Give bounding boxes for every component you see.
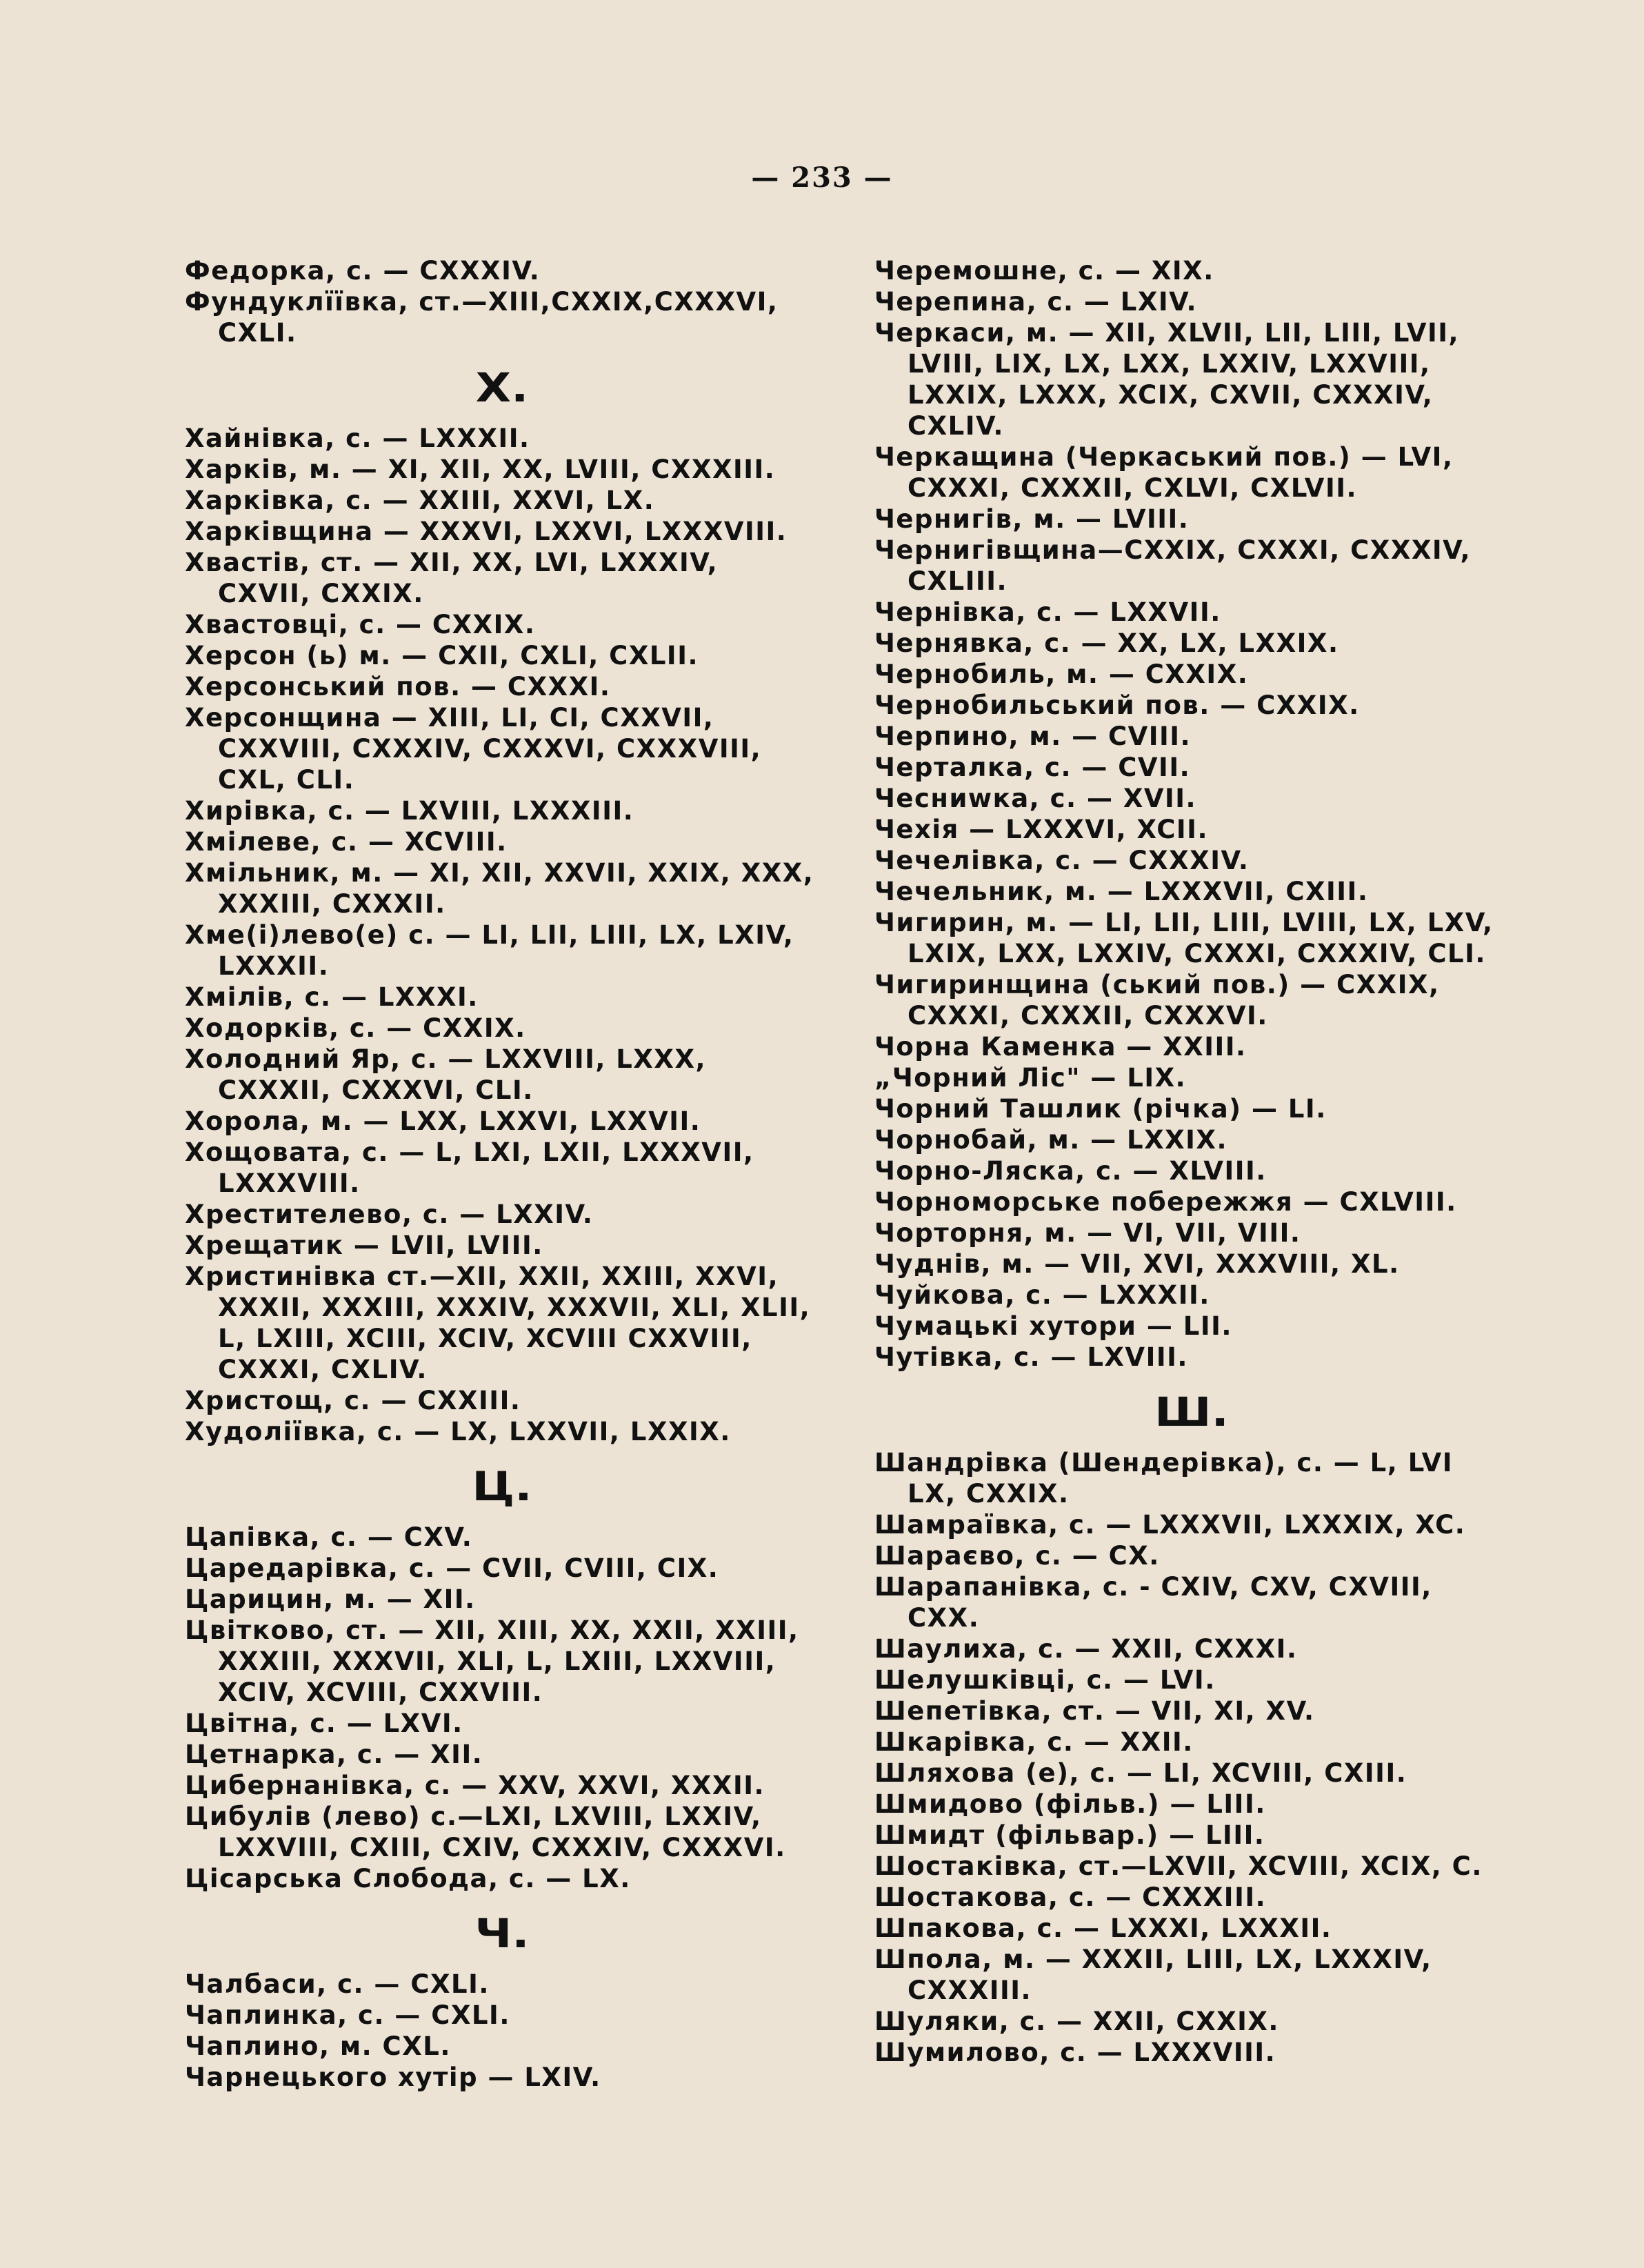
index-entry: Чалбаси, с. — CXLI.	[185, 1969, 490, 1999]
index-entry: Чаплино, м. CXL.	[185, 2031, 451, 2061]
section-ch-left	[185, 1969, 819, 2093]
index-entry: Хме(і)лево(е) с. — LI, LII, LIII, LX, LXIV, LXXXII.	[185, 920, 794, 981]
index-entry: Чорно-Ляска, с. — XLVIII.	[874, 1156, 1267, 1186]
index-entry: Чернявка, с. — XX, LX, LXXIX.	[874, 628, 1339, 658]
index-entry: Хмілів, с. — LXXXI.	[185, 982, 479, 1012]
index-entry: Шепетівка, ст. — VII, XI, XV.	[874, 1696, 1315, 1726]
index-entry: Чигирин, м. — LI, LII, LIII, LVIII, LX, LXV, LXIX, LXX, LXXIV, CXXXI, CXXXIV, CLI.	[874, 908, 1494, 968]
index-entry: Фундуклїївка, ст.—XIII,CXXIX,CXXXVI, CXLI.	[185, 287, 779, 348]
index-entry: Христощ, с. — CXXIII.	[185, 1386, 521, 1415]
index-entry: Холодний Яр, с. — LXXVIII, LXXX, CXXXII, CXXXVI, CLI.	[185, 1044, 707, 1105]
index-entry: Худоліївка, с. — LX, LXXVII, LXXIX.	[185, 1417, 731, 1446]
index-entry: Чарнецького хутір — LXIV.	[185, 2062, 601, 2092]
index-entry: Хмільник, м. — XI, XII, XXVII, XXIX, XXX, XXXIII, CXXXII.	[185, 858, 814, 919]
index-entry: Шляхова (е), с. — LI, XCVIII, CXIII.	[874, 1758, 1407, 1788]
index-entry: Шараєво, с. — CX.	[874, 1541, 1160, 1571]
index-entry: Хорола, м. — LXX, LXXVI, LXXVII.	[185, 1106, 701, 1136]
index-entry: Цісарська Слобода, с. — LX.	[185, 1864, 631, 1893]
index-entry: Шмидт (фільвар.) — LIII.	[874, 1820, 1265, 1850]
index-entry: Чорнобай, м. — LXXIX.	[874, 1125, 1227, 1155]
index-entry: Шумилово, с. — LXXXVIII.	[874, 2038, 1276, 2067]
index-entry: Шамраївка, с. — LXXXVII, LXXXIX, XC.	[874, 1510, 1466, 1540]
index-entry: Хвастів, ст. — XII, XX, LVI, LXXXIV, CXVII, CXXIX.	[185, 548, 719, 608]
index-entry: Чаплинка, с. — CXLI.	[185, 2000, 510, 2030]
section-sh	[874, 1447, 1509, 2068]
section-heading-ch: Ч.	[474, 1910, 530, 1957]
section-heading-kh: Х.	[475, 364, 529, 411]
index-entry: Чуйкова, с. — LXXXII.	[874, 1280, 1210, 1310]
index-entry: Шарапанівка, с. - CXIV, CXV, CXVIII, CXX.	[874, 1572, 1432, 1633]
index-entry: Чуднів, м. — VII, XVI, XXXVIII, XL.	[874, 1249, 1400, 1279]
index-entry: Чорна Каменка — XXIII.	[874, 1032, 1247, 1062]
section-ts	[185, 1522, 819, 1894]
index-entry: Черемошне, с. — XIX.	[874, 256, 1214, 286]
index-entry: Шпола, м. — XXXII, LIII, LX, LXXXIV, CXXXIII.	[874, 1944, 1432, 2005]
index-entry: Харків, м. — XI, XII, XX, LVIII, CXXXIII.	[185, 455, 776, 484]
section-kh	[185, 423, 819, 1447]
index-entry: Хвастовці, с. — CXXIX.	[185, 610, 536, 639]
index-entry: Хрестителево, с. — LXXIV.	[185, 1200, 594, 1229]
section-f	[185, 255, 819, 348]
index-entry: Черепина, с. — LXIV.	[874, 287, 1198, 317]
index-entry: Хощовата, с. — L, LXI, LXII, LXXXVII, LXXXVIII.	[185, 1137, 754, 1198]
index-entry: Шелушківці, с. — LVI.	[874, 1665, 1216, 1695]
index-entry: Шостаківка, ст.—LXVII, XCVIII, XCIX, C.	[874, 1851, 1483, 1881]
index-entry: Чернобильський пов. — CXXIX.	[874, 690, 1360, 720]
index-entry: Чернигів, м. — LVIII.	[874, 504, 1190, 534]
left-column	[185, 255, 819, 2093]
index-entry: Ходорків, с. — CXXIX.	[185, 1013, 526, 1043]
index-entry: Хайнівка, с. — LXXXII.	[185, 424, 530, 453]
index-entry: Хирівка, с. — LXVIII, LXXXIII.	[185, 796, 634, 826]
index-entry: Цетнарка, с. — XII.	[185, 1740, 483, 1769]
index-entry: Чечелівка, с. — CXXXIV.	[874, 846, 1250, 875]
index-entry: Цибулів (лево) с.—LXI, LXVIII, LXXIV, LXXVIII, CXIII, CXIV, CXXXIV, CXXXVI.	[185, 1802, 786, 1862]
index-entry: Шаулиха, с. — XXII, CXXXI.	[874, 1634, 1298, 1664]
index-entry: Царицин, м. — XII.	[185, 1584, 476, 1614]
section-heading-sh: Ш.	[1154, 1389, 1229, 1435]
index-entry: Харківка, с. — XXIII, XXVI, LX.	[185, 486, 655, 515]
index-entry: Хмілеве, с. — XCVIII.	[185, 827, 508, 857]
index-entry: Чернівка, с. — LXXVII.	[874, 597, 1221, 627]
index-entry: Черкаси, м. — XII, XLVII, LII, LIII, LVII, LVIII, LIX, LX, LXX, LXXIV, LXXVIII, LXXIX, LXXX, XCIX, CXVII, CXXXIV, CXLIV.	[874, 318, 1460, 441]
index-entry: Чернигівщина—CXXIX, CXXXI, CXXXIV, CXLIII.	[874, 535, 1472, 596]
index-entry: Цвітково, ст. — XII, XIII, XX, XXII, XXIII, XXXIII, XXXVII, XLI, L, LXIII, LXXVIII, XCIV, XCVIII, CXXVIII.	[185, 1615, 799, 1707]
index-entry: Шандрівка (Шендерівка), с. — L, LVI LX, CXXIX.	[874, 1448, 1454, 1509]
index-entry: Чесниwка, с. — XVII.	[874, 784, 1197, 813]
index-entry: Чорторня, м. — VI, VII, VIII.	[874, 1218, 1301, 1248]
index-entry: Черталка, с. — CVII.	[874, 753, 1191, 782]
index-entry: Чумацькі хутори — LII.	[874, 1311, 1232, 1341]
index-entry: Черкащина (Черкаський пов.) — LVI, CXXXI, CXXXII, CXLVI, CXLVII.	[874, 442, 1454, 503]
section-ch-right	[874, 255, 1509, 1373]
index-entry: Цибернанівка, с. — XXV, XXVI, XXXII.	[185, 1771, 765, 1800]
right-column	[874, 255, 1509, 2068]
index-entry: Царедарівка, с. — CVII, CVIII, CIX.	[185, 1553, 719, 1583]
index-entry: Чорний Ташлик (річка) — LI.	[874, 1094, 1327, 1124]
index-entry: Христинівка ст.—XII, XXII, XXIII, XXVI, XXXII, XXXIII, XXXIV, XXXVII, XLI, XLII, L, LXIII, XCIII, XCIV, XCVIII CXXVIII, CXXXI, CXLIV.	[185, 1262, 811, 1384]
index-entry: Чечельник, м. — LXXXVII, CXIII.	[874, 877, 1369, 906]
index-entry: Чутівка, с. — LXVIII.	[874, 1342, 1188, 1372]
index-entry: Шкарівка, с. — XXII.	[874, 1727, 1194, 1757]
index-entry: Цапівка, с. — CXV.	[185, 1522, 473, 1552]
index-entry: Херсонський пов. — CXXXI.	[185, 672, 611, 702]
index-entry: Шостакова, с. — CXXXIII.	[874, 1882, 1267, 1912]
index-entry: Черпино, м. — CVIII.	[874, 722, 1192, 751]
index-entry: Чехія — LXXXVI, XCII.	[874, 815, 1209, 844]
index-entry: Шуляки, с. — XXII, CXXIX.	[874, 2007, 1279, 2036]
index-entry: Херсонщина — XIII, LI, CI, CXXVII, CXXVIII, CXXXIV, CXXXVI, CXXXVIII, CXL, CLI.	[185, 703, 762, 795]
index-entry: Федорка, с. — CXXXIV.	[185, 256, 541, 286]
index-entry: Шпакова, с. — LXXXI, LXXXII.	[874, 1913, 1332, 1943]
index-entry: Хрещатик — LVII, LVIII.	[185, 1231, 543, 1260]
index-entry: Шмидово (фільв.) — LIII.	[874, 1789, 1266, 1819]
page-number: — 233 —	[751, 161, 893, 194]
index-entry: Чернобиль, м. — CXXIX.	[874, 659, 1249, 689]
index-entry: Цвітна, с. — LXVI.	[185, 1709, 463, 1738]
index-entry: Чорноморське побережжя — CXLVIII.	[874, 1187, 1457, 1217]
index-entry: Херсон (ь) м. — CXII, CXLI, CXLII.	[185, 641, 699, 670]
index-entry: „Чорний Ліс" — LIX.	[874, 1063, 1187, 1093]
index-entry: Чигиринщина (ський пов.) — CXXIX, CXXXI, CXXXII, CXXXVI.	[874, 970, 1440, 1031]
section-heading-ts: Ц.	[472, 1463, 532, 1510]
index-entry: Харківщина — XXXVI, LXXVI, LXXXVIII.	[185, 517, 788, 546]
